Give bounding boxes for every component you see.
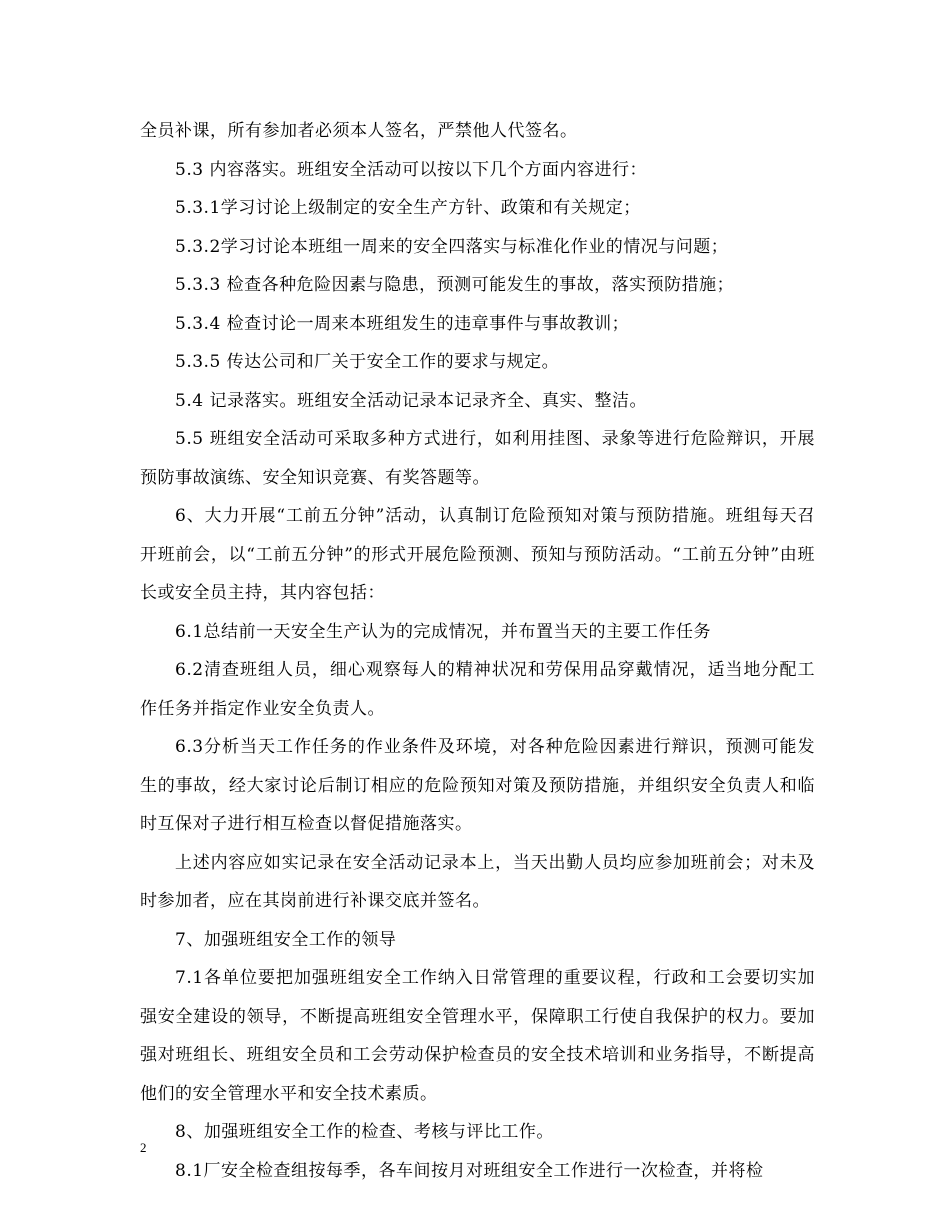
- paragraph-15: 7.1各单位要把加强班组安全工作纳入日常管理的重要议程，行政和工会要切实加强安全建设的领导，不断提高班组安全管理水平，保障职工行使自我保护的权力。要加强对班组长、班组安全员和工会劳动保护检查员的安全技术培训和业务指导，不断提高他们的安全管理水平和安全技术素质。: [140, 968, 815, 1104]
- paragraph-10: 6.1总结前一天安全生产认为的完成情况，并布置当天的主要工作任务: [175, 621, 712, 642]
- paragraph-4: 5.3.3 检查各种危险因素与隐患，预测可能发生的事故，落实预防措施；: [175, 275, 735, 295]
- paragraph-1: 5.3 内容落实。班组安全活动可以按以下几个方面内容进行：: [175, 159, 647, 180]
- paragraph-0: 全员补课，所有参加者必须本人签名，严禁他人代签名。: [140, 121, 578, 141]
- document-body: [140, 112, 815, 1190]
- paragraph-12: 6.3分析当天工作任务的作业条件及环境，对各种危险因素进行辩识，预测可能发生的事故，经大家讨论后制订相应的危险预知对策及预防措施，并组织安全负责人和临时互保对子进行相互检查以督促措施落实。: [140, 737, 815, 834]
- paragraph-3: 5.3.2学习讨论本班组一周来的安全四落实与标准化作业的情况与问题；: [175, 236, 729, 257]
- page-number: 2: [140, 1140, 147, 1155]
- paragraph-17: 8.1厂安全检查组按每季，各车间按月对班组安全工作进行一次检查，并将检: [175, 1160, 764, 1181]
- paragraph-9: 6、大力开展“工前五分钟”活动，认真制订危险预知对策与预防措施。班组每天召开班前会，以“工前五分钟”的形式开展危险预测、预知与预防活动。“工前五分钟”由班长或安全员主持，其内容包括：: [140, 506, 815, 603]
- paragraph-11: 6.2清查班组人员，细心观察每人的精神状况和劳保用品穿戴情况，适当地分配工作任务并指定作业安全负责人。: [140, 660, 815, 719]
- paragraph-14: 7、加强班组安全工作的领导: [175, 929, 397, 950]
- paragraph-5: 5.3.4 检查讨论一周来本班组发生的违章事件与事故教训；: [175, 313, 630, 334]
- paragraph-13: 上述内容应如实记录在安全活动记录本上，当天出勤人员均应参加班前会；对未及时参加者，应在其岗前进行补课交底并签名。: [140, 852, 815, 911]
- paragraph-16: 8、加强班组安全工作的检查、考核与评比工作。: [175, 1122, 554, 1142]
- paragraph-2: 5.3.1学习讨论上级制定的安全生产方针、政策和有关规定；: [175, 198, 641, 218]
- paragraph-7: 5.4 记录落实。班组安全活动记录本记录齐全、真实、整洁。: [175, 390, 647, 411]
- paragraph-8: 5.5 班组安全活动可采取多种方式进行，如利用挂图、录象等进行危险辩识，开展预防事故演练、安全知识竞赛、有奖答题等。: [140, 429, 815, 488]
- paragraph-6: 5.3.5 传达公司和厂关于安全工作的要求与规定。: [175, 352, 560, 372]
